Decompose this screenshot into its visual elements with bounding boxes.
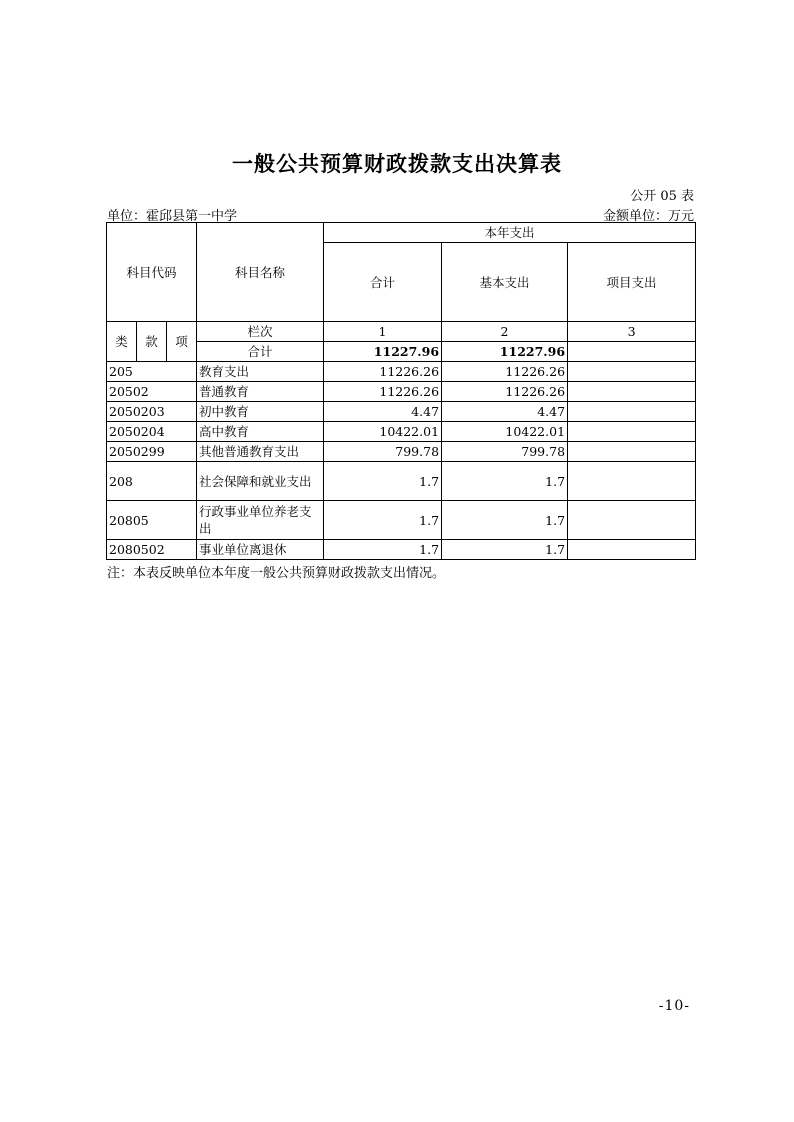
table-row xyxy=(107,422,696,442)
row-basic: 799.78 xyxy=(442,442,568,462)
form-number: 公开 05 表 xyxy=(630,189,694,204)
column-number-1: 1 xyxy=(324,322,442,342)
table-row xyxy=(107,402,696,422)
row-code: 20805 xyxy=(107,501,197,540)
header-lei: 类 xyxy=(107,322,137,362)
row-name: 事业单位离退休 xyxy=(197,540,324,560)
budget-table xyxy=(106,222,696,560)
row-code: 208 xyxy=(107,462,197,501)
row-name: 初中教育 xyxy=(197,402,324,422)
row-basic: 4.47 xyxy=(442,402,568,422)
header-basic: 基本支出 xyxy=(442,243,568,322)
row-basic: 11226.26 xyxy=(442,362,568,382)
row-code: 2050299 xyxy=(107,442,197,462)
row-total: 11226.26 xyxy=(324,382,442,402)
row-basic: 10422.01 xyxy=(442,422,568,442)
row-name: 行政事业单位养老支出 xyxy=(197,501,324,540)
header-subject-code: 科目代码 xyxy=(107,223,197,322)
row-name: 其他普通教育支出 xyxy=(197,442,324,462)
column-number-2: 2 xyxy=(442,322,568,342)
sum-project xyxy=(568,342,696,362)
table-row xyxy=(107,362,696,382)
row-basic: 1.7 xyxy=(442,501,568,540)
row-project xyxy=(568,442,696,462)
row-project xyxy=(568,422,696,442)
sum-basic: 11227.96 xyxy=(442,342,568,362)
row-basic: 11226.26 xyxy=(442,382,568,402)
row-name: 普通教育 xyxy=(197,382,324,402)
row-project xyxy=(568,402,696,422)
page-title: 一般公共预算财政拨款支出决算表 xyxy=(232,151,562,176)
column-row-label: 栏次 xyxy=(197,322,324,342)
header-total: 合计 xyxy=(324,243,442,322)
row-project xyxy=(568,362,696,382)
table-note: 注：本表反映单位本年度一般公共预算财政拨款支出情况。 xyxy=(107,566,446,581)
row-project xyxy=(568,501,696,540)
row-total: 1.7 xyxy=(324,462,442,501)
unit-label: 单位：霍邱县第一中学 xyxy=(107,209,238,224)
row-project xyxy=(568,540,696,560)
row-basic: 1.7 xyxy=(442,462,568,501)
row-total: 1.7 xyxy=(324,501,442,540)
page-number: -10- xyxy=(658,998,690,1014)
row-basic: 1.7 xyxy=(442,540,568,560)
row-code: 2050204 xyxy=(107,422,197,442)
row-total: 10422.01 xyxy=(324,422,442,442)
sum-total: 11227.96 xyxy=(324,342,442,362)
row-total: 799.78 xyxy=(324,442,442,462)
header-current-year: 本年支出 xyxy=(324,223,696,243)
row-name: 社会保障和就业支出 xyxy=(197,462,324,501)
row-project xyxy=(568,462,696,501)
header-project: 项目支出 xyxy=(568,243,696,322)
amount-unit: 金额单位：万元 xyxy=(602,209,694,224)
table-row xyxy=(107,382,696,402)
header-subject-name: 科目名称 xyxy=(197,223,324,322)
row-code: 2080502 xyxy=(107,540,197,560)
row-project xyxy=(568,382,696,402)
header-xiang: 项 xyxy=(167,322,197,362)
header-kuan: 款 xyxy=(137,322,167,362)
table-row xyxy=(107,501,696,540)
row-code: 205 xyxy=(107,362,197,382)
row-name: 教育支出 xyxy=(197,362,324,382)
column-number-3: 3 xyxy=(568,322,696,342)
row-total: 1.7 xyxy=(324,540,442,560)
table-row xyxy=(107,462,696,501)
row-total: 11226.26 xyxy=(324,362,442,382)
row-total: 4.47 xyxy=(324,402,442,422)
table-row xyxy=(107,540,696,560)
row-code: 2050203 xyxy=(107,402,197,422)
row-code: 20502 xyxy=(107,382,197,402)
row-name: 高中教育 xyxy=(197,422,324,442)
sum-label: 合计 xyxy=(197,342,324,362)
table-row xyxy=(107,442,696,462)
